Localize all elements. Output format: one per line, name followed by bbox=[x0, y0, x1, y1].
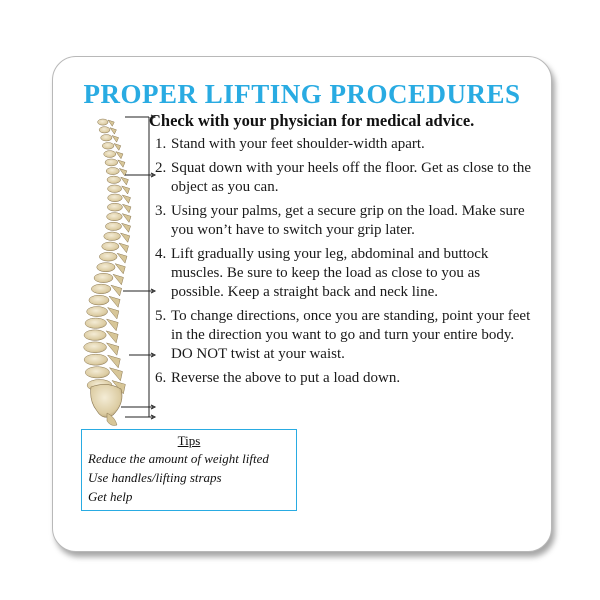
vertebra-body bbox=[99, 252, 117, 261]
vertebra-body bbox=[84, 354, 107, 365]
vertebra-process bbox=[113, 274, 123, 284]
vertebra-process bbox=[106, 331, 118, 343]
vertebra-process bbox=[108, 355, 121, 368]
vertebra-process bbox=[118, 160, 125, 167]
vertebra-process bbox=[122, 204, 131, 213]
vertebra-body bbox=[98, 119, 108, 125]
vertebra-body bbox=[102, 242, 119, 251]
step-number: 3. bbox=[155, 203, 167, 219]
vertebra-process bbox=[112, 135, 119, 142]
vertebra-process bbox=[117, 253, 127, 263]
vertebra-body bbox=[85, 318, 106, 328]
vertebra-body bbox=[107, 213, 123, 221]
tip-item: Use handles/lifting straps bbox=[88, 470, 222, 485]
step-item bbox=[155, 307, 535, 364]
vertebra-process bbox=[111, 285, 122, 296]
step-number: 4. bbox=[155, 246, 167, 262]
lifting-procedures-card bbox=[52, 56, 552, 552]
vertebra-body bbox=[108, 194, 123, 202]
vertebra-process bbox=[121, 177, 129, 185]
vertebra-body bbox=[106, 167, 119, 174]
vertebra-body bbox=[105, 222, 121, 230]
vertebra-body bbox=[101, 134, 112, 140]
page-title: PROPER LIFTING PROCEDURES bbox=[83, 79, 521, 109]
step-item bbox=[155, 245, 535, 302]
vertebra-process bbox=[122, 186, 130, 194]
step-text: Stand with your feet shoulder-width apart. bbox=[171, 136, 425, 152]
step-number: 2. bbox=[155, 160, 167, 176]
vertebra-body bbox=[107, 203, 122, 211]
vertebra-body bbox=[107, 176, 121, 183]
step-item bbox=[155, 369, 535, 388]
vertebra-process bbox=[120, 233, 129, 242]
tip-item: Reduce the amount of weight lifted bbox=[88, 451, 269, 466]
step-text: Reverse the above to put a load down. bbox=[171, 370, 401, 386]
step-item bbox=[155, 159, 535, 197]
vertebra-body bbox=[99, 127, 110, 133]
vertebra-body bbox=[105, 159, 118, 166]
vertebra-process bbox=[107, 319, 119, 331]
vertebra-body bbox=[108, 185, 122, 193]
vertebra-body bbox=[102, 142, 114, 149]
vertebra-body bbox=[84, 330, 106, 341]
vertebra-body bbox=[89, 295, 109, 305]
vertebra-body bbox=[85, 367, 109, 378]
vertebra-process bbox=[110, 128, 116, 134]
step-number: 6. bbox=[155, 370, 167, 386]
vertebra-body bbox=[94, 273, 113, 282]
vertebra-process bbox=[115, 264, 125, 274]
vertebra-body bbox=[84, 342, 107, 353]
vertebra-body bbox=[104, 151, 116, 158]
step-item bbox=[155, 135, 535, 154]
vertebra-process bbox=[108, 120, 114, 126]
spine-illustration bbox=[63, 111, 163, 431]
step-item bbox=[155, 202, 535, 240]
steps-list bbox=[155, 135, 535, 393]
tip-item: Get help bbox=[88, 489, 133, 504]
step-text: Using your palms, get a secure grip on the load. Make sure you won’t have to switch your grip later. bbox=[171, 203, 525, 238]
vertebra-process bbox=[114, 143, 121, 150]
tips-box bbox=[81, 429, 297, 511]
vertebra-process bbox=[122, 214, 131, 223]
vertebra-body bbox=[97, 263, 115, 272]
vertebra-body bbox=[87, 307, 108, 317]
medical-advice-heading: Check with your physician for medical advice. bbox=[149, 111, 475, 130]
vertebra-process bbox=[109, 296, 120, 307]
step-text: To change directions, once you are standing, point your feet in the direction you want to go and turn your entire body. DO NOT twist at your waist. bbox=[171, 308, 531, 362]
vertebra-body bbox=[91, 284, 111, 294]
vertebra-body bbox=[104, 232, 121, 241]
sacrum bbox=[91, 384, 122, 417]
step-number: 5. bbox=[155, 308, 167, 324]
step-number: 1. bbox=[155, 136, 167, 152]
vertebra-process bbox=[119, 243, 129, 253]
vertebra-process bbox=[116, 152, 123, 159]
vertebra-process bbox=[106, 343, 118, 355]
vertebra-process bbox=[122, 195, 130, 203]
tips-title: Tips bbox=[177, 433, 201, 448]
vertebra-process bbox=[122, 223, 131, 232]
vertebra-process bbox=[109, 368, 122, 381]
step-text: Lift gradually using your leg, abdominal and buttock muscles. Be sure to keep the load as close to you as possible. Keep a straight back and neck line. bbox=[171, 246, 489, 300]
vertebra-process bbox=[108, 308, 119, 319]
step-text: Squat down with your heels off the floor. Get as close to the object as you can. bbox=[171, 160, 532, 195]
